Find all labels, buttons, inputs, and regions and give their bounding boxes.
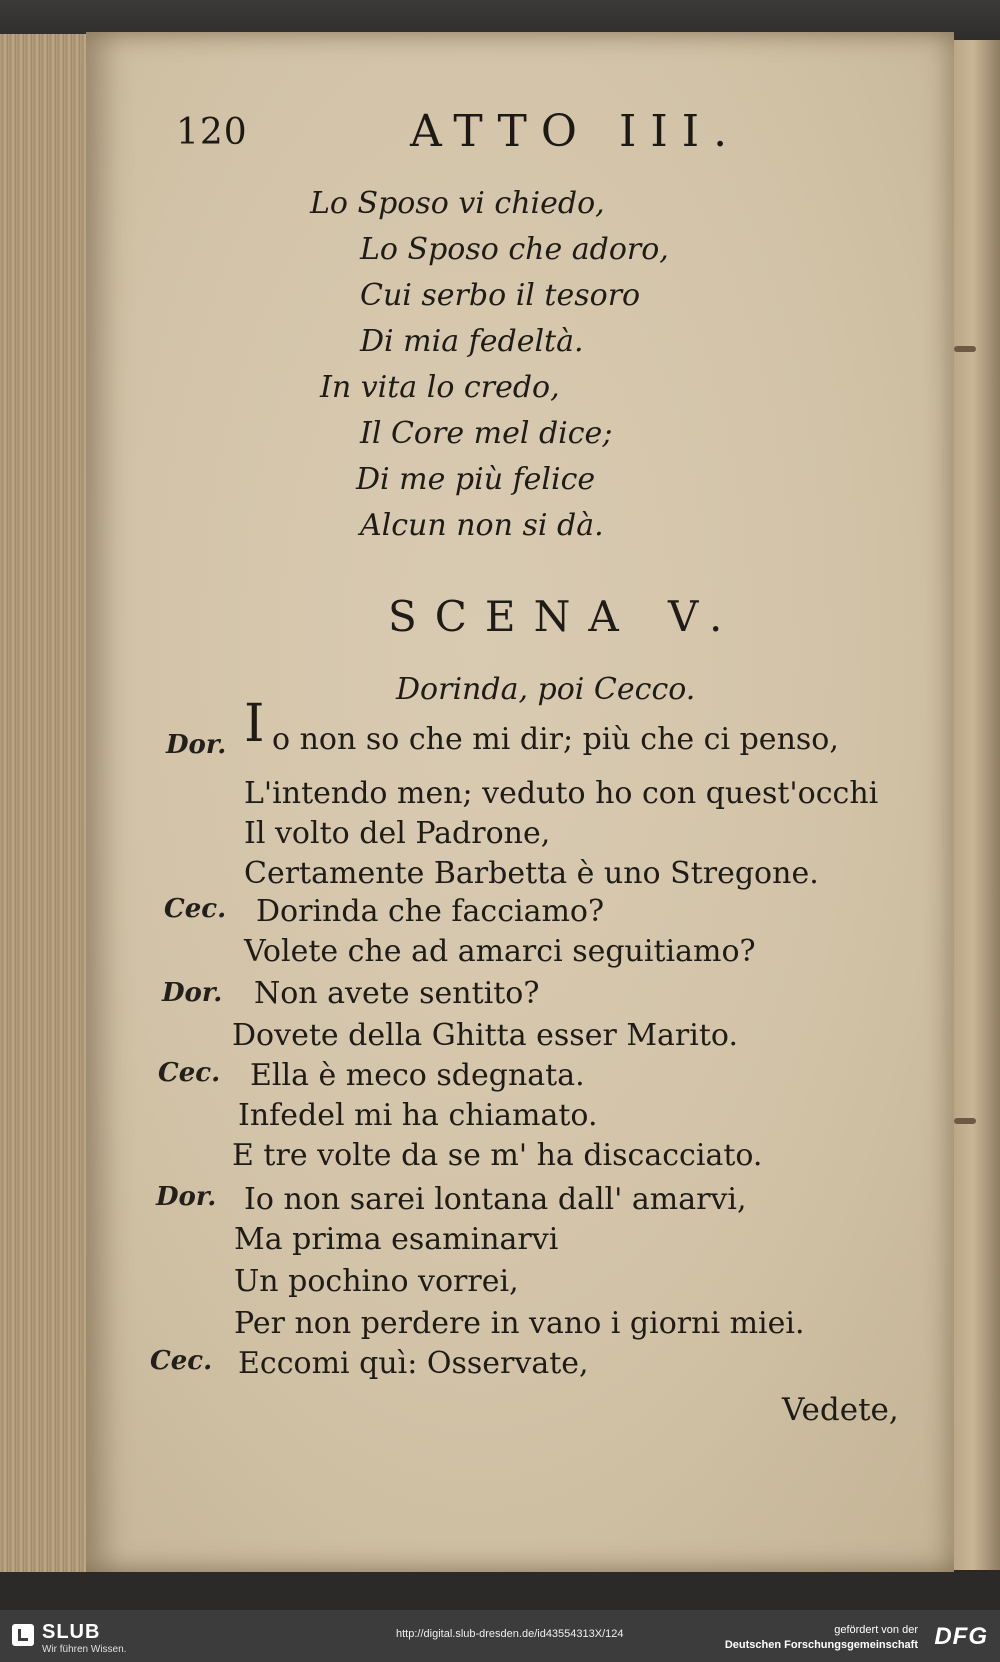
scene-persons: Dorinda, poi Cecco. <box>396 672 696 707</box>
aria-line: Lo Sposo vi chiedo, <box>310 186 605 221</box>
aria-line: Il Core mel dice; <box>360 416 613 451</box>
aria-line: Lo Sposo che adoro, <box>360 232 669 267</box>
book-page-edges <box>0 34 94 1574</box>
dialogue-line: Non avete sentito? <box>254 976 540 1011</box>
aria-line: In vita lo credo, <box>320 370 560 405</box>
slub-tagline: Wir führen Wissen. <box>42 1644 127 1655</box>
slub-logo-icon[interactable] <box>12 1624 34 1646</box>
aria-line: Di mia fedeltà. <box>360 324 584 359</box>
dialogue-line: Ma prima esaminarvi <box>234 1222 559 1257</box>
speaker-label: Cec. <box>150 1346 213 1376</box>
speaker-label: Dor. <box>156 1182 217 1212</box>
dialogue-line: Dorinda che facciamo? <box>256 894 605 929</box>
dialogue-line: o non so che mi dir; più che ci penso, <box>272 722 839 757</box>
dialogue-line: Dovete della Ghitta esser Marito. <box>232 1018 738 1053</box>
dialogue-line: Io non sarei lontana dall' amarvi, <box>244 1182 747 1217</box>
funding-note <box>725 1623 918 1653</box>
speaker-label: Cec. <box>164 894 227 924</box>
scene-title: SCENA V. <box>388 592 741 641</box>
funding-line-1: gefördert von der <box>834 1624 918 1636</box>
scan-bottom-edge <box>0 1572 1000 1610</box>
dialogue-line: L'intendo men; veduto ho con quest'occhi <box>244 776 879 811</box>
slub-logo-text[interactable]: SLUB <box>42 1621 101 1643</box>
dialogue-line: E tre volte da se m' ha discacciato. <box>232 1138 763 1173</box>
dialogue-line: Un pochino vorrei, <box>234 1264 519 1299</box>
speaker-label: Cec. <box>158 1058 221 1088</box>
dialogue-line: Il volto del Padrone, <box>244 816 551 851</box>
dialogue-line: Ella è meco sdegnata. <box>250 1058 585 1093</box>
dialogue-line: Per non perdere in vano i giorni miei. <box>234 1306 805 1341</box>
speaker-label: Dor. <box>166 730 227 760</box>
dialogue-line: Eccomi quì: Osservate, <box>238 1346 589 1381</box>
page-tab-mark <box>954 1118 976 1124</box>
dialogue-line: Certamente Barbetta è uno Stregone. <box>244 856 819 891</box>
dialogue-line: Volete che ad amarci seguitiamo? <box>244 934 756 969</box>
dialogue-line: Infedel mi ha chiamato. <box>238 1098 598 1133</box>
catchword: Vedete, <box>782 1392 899 1428</box>
aria-line: Alcun non si dà. <box>360 508 604 543</box>
aria-line: Cui serbo il tesoro <box>360 278 641 313</box>
aria-line: Di me più felice <box>356 462 596 497</box>
running-head: ATTO III. <box>410 106 742 157</box>
page-number: 120 <box>176 112 248 153</box>
permalink[interactable]: http://digital.slub-dresden.de/id43554313X/124 <box>396 1628 624 1640</box>
viewer-footer <box>0 1610 1000 1662</box>
funding-line-2: Deutschen Forschungsgemeinschaft <box>724 1639 918 1651</box>
initial-letter: I <box>244 694 265 754</box>
facing-page-edge <box>954 40 1000 1570</box>
dfg-logo[interactable]: DFG <box>934 1623 988 1650</box>
page-tab-mark <box>954 346 976 352</box>
speaker-label: Dor. <box>162 978 223 1008</box>
